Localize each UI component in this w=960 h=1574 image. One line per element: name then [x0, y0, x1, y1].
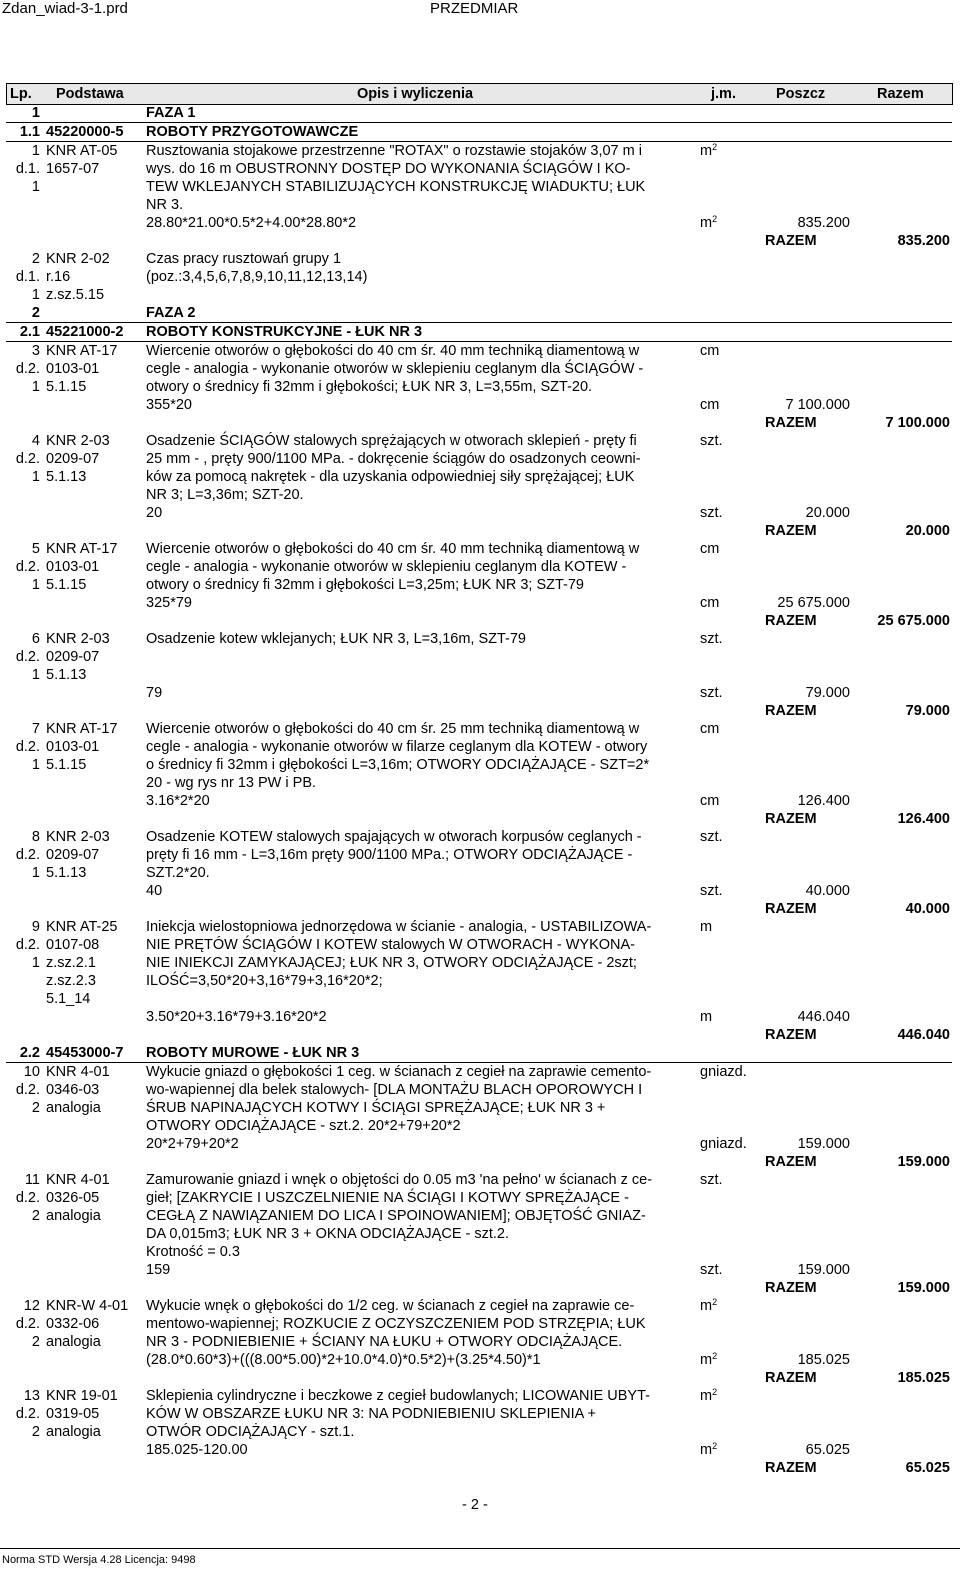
row-unit: $m^2$: [700, 214, 718, 231]
row-opis: Sklepienia cylindryczne i beczkowe z cegieł budowlanych; LICOWANIE UBYT-: [146, 1388, 650, 1404]
row-lp: 4: [31, 433, 40, 449]
row-podstawa: 5.1.13: [46, 469, 87, 485]
row-razem-label: RAZEM: [765, 415, 817, 431]
row-lp: d.2.: [15, 649, 40, 665]
row-lp: 1: [31, 179, 40, 195]
row-unit: szt.: [700, 1172, 723, 1188]
row-opis: gieł; [ZAKRYCIE I USZCZELNIENIE NA ŚCIĄGI I KOTWY SPRĘŻAJĄCE -: [146, 1190, 629, 1206]
row-podstawa: KNR 19-01: [46, 1388, 118, 1404]
row-razem-label: RAZEM: [765, 233, 817, 249]
row-lp: d.1.: [15, 161, 40, 177]
row-opis: (28.0*0.60*3)+(((8.00*5.00)*2+10.0*4.0)*0.5*2)+(3.25*4.50)*1: [146, 1352, 541, 1368]
row-opis: cegle - analogia - wykonanie otworów w sklepieniu ceglanym dla ŚCIĄGÓW -: [146, 361, 644, 377]
row-unit: $m^2$: [700, 142, 718, 159]
row-unit: szt.: [700, 433, 723, 449]
row-opis: SZT.2*20.: [146, 865, 210, 881]
row-podstawa: analogia: [46, 1334, 101, 1350]
row-lp: d.2.: [15, 739, 40, 755]
file-name: Zdan_wiad-3-1.prd: [2, 0, 128, 17]
row-podstawa: KNR 2-02: [46, 251, 110, 267]
header-razem: Razem: [877, 86, 924, 102]
row-opis: Osadzenie KOTEW stalowych spajających w otworach korpusów ceglanych -: [146, 829, 642, 845]
row-quantity: 159.000: [797, 1262, 850, 1278]
row-lp: 1: [31, 287, 40, 303]
row-opis: otwory o średnicy fi 32mm i głębokości L=3,25m; ŁUK NR 3; SZT-79: [146, 577, 584, 593]
row-podstawa: 5.1_14: [46, 991, 91, 1007]
row-opis: NR 3; L=3,36m; SZT-20.: [146, 487, 304, 503]
row-podstawa: KNR 4-01: [46, 1172, 110, 1188]
row-unit: szt.: [700, 505, 723, 521]
row-podstawa: z.sz.5.15: [46, 287, 105, 303]
row-podstawa: z.sz.2.1: [46, 955, 96, 971]
row-unit: $m^2$: [700, 1351, 718, 1368]
row-razem-value: 40.000: [905, 901, 950, 917]
row-podstawa: 0103-01: [46, 739, 100, 755]
row-opis: ków za pomocą nakrętek - dla uzyskania odpowiedniej siły sprężającej; ŁUK: [146, 469, 635, 485]
row-lp: d.2.: [15, 559, 40, 575]
row-opis: cegle - analogia - wykonanie otworów w filarze ceglanym dla KOTEW - otwory: [146, 739, 648, 755]
row-lp: 1.1: [19, 124, 40, 140]
row-opis: ŚRUB NAPINAJĄCYCH KOTWY I ŚCIĄGI SPRĘŻAJĄCE; ŁUK NR 3 +: [146, 1100, 606, 1116]
row-lp: 1: [31, 379, 40, 395]
row-quantity: 835.200: [797, 215, 850, 231]
row-podstawa: KNR-W 4-01: [46, 1298, 129, 1314]
row-opis: o średnicy fi 32mm i głębokości L=3,16m; OTWORY ODCIĄŻAJĄCE - SZT=2*: [146, 757, 650, 773]
row-opis: Wykucie gniazd o głębokości 1 ceg. w ścianach z cegieł na zaprawie cemento-: [146, 1064, 652, 1080]
row-podstawa: 45220000-5: [46, 124, 124, 140]
table-left-border: [6, 83, 7, 105]
row-unit: m: [700, 919, 713, 935]
row-razem-value: 25 675.000: [877, 613, 950, 629]
row-quantity: 20.000: [805, 505, 850, 521]
row-unit: gniazd.: [700, 1064, 747, 1080]
row-lp: 11: [24, 1172, 40, 1188]
header-lp: Lp.: [10, 86, 32, 102]
header-top-rule: [6, 83, 952, 84]
row-unit: gniazd.: [700, 1136, 747, 1152]
row-lp: d.2.: [15, 1316, 40, 1332]
row-lp: 9: [31, 919, 40, 935]
row-razem-label: RAZEM: [765, 1280, 817, 1296]
row-razem-value: 446.040: [897, 1027, 950, 1043]
row-opis: NIE INIEKCJI ZAMYKAJĄCEJ; ŁUK NR 3, OTWORY ODCIĄŻAJĄCE - 2szt;: [146, 955, 637, 971]
row-opis: NR 3 - PODNIEBIENIE + ŚCIANY NA ŁUKU + OTWORY ODCIĄŻAJĄCE.: [146, 1334, 623, 1350]
row-opis: DA 0,015m3; ŁUK NR 3 + OKNA ODCIĄŻAJĄCE - szt.2.: [146, 1226, 510, 1242]
row-lp: 2.1: [19, 324, 40, 340]
row-opis: 20: [146, 505, 163, 521]
row-quantity: 446.040: [797, 1009, 850, 1025]
row-razem-label: RAZEM: [765, 901, 817, 917]
row-unit: cm: [700, 397, 720, 413]
row-lp: 6: [31, 631, 40, 647]
row-razem-value: 79.000: [905, 703, 950, 719]
row-opis: ROBOTY PRZYGOTOWAWCZE: [146, 124, 359, 140]
row-razem-value: 159.000: [897, 1280, 950, 1296]
row-opis: wo-wapiennej dla belek stalowych- [DLA MONTAŻU BLACH OPOROWYCH I: [146, 1082, 643, 1098]
row-opis: wys. do 16 m OBUSTRONNY DOSTĘP DO WYKONANIA ŚCIĄGÓW I KO-: [146, 161, 631, 177]
row-opis: OTWÓR ODCIĄŻAJĄCY - szt.1.: [146, 1424, 355, 1440]
row-podstawa: KNR AT-17: [46, 721, 118, 737]
row-unit: szt.: [700, 829, 723, 845]
row-podstawa: 5.1.13: [46, 667, 87, 683]
row-opis: Krotność = 0.3: [146, 1244, 240, 1260]
row-opis: ROBOTY MUROWE - ŁUK NR 3: [146, 1045, 360, 1061]
row-podstawa: 0103-01: [46, 361, 100, 377]
row-opis: FAZA 2: [146, 305, 196, 321]
row-lp: d.1.: [15, 269, 40, 285]
row-podstawa: analogia: [46, 1100, 101, 1116]
row-unit: szt.: [700, 1262, 723, 1278]
row-lp: 12: [23, 1298, 40, 1314]
row-opis: pręty fi 16 mm - L=3,16m pręty 900/1100 MPa.; OTWORY ODCIĄŻAJĄCE -: [146, 847, 633, 863]
row-unit: m: [700, 1009, 713, 1025]
row-podstawa: 0107-08: [46, 937, 100, 953]
header-poszcz: Poszcz: [776, 86, 826, 102]
row-razem-label: RAZEM: [765, 1370, 817, 1386]
row-podstawa: 0326-05: [46, 1190, 100, 1206]
row-podstawa: KNR 4-01: [46, 1064, 110, 1080]
row-lp: 1: [31, 469, 40, 485]
row-lp: d.2.: [15, 451, 40, 467]
row-unit: cm: [700, 343, 720, 359]
row-quantity: 79.000: [805, 685, 850, 701]
row-podstawa: 5.1.15: [46, 379, 87, 395]
row-quantity: 7 100.000: [785, 397, 850, 413]
row-opis: 325*79: [146, 595, 192, 611]
row-opis: ILOŚĆ=3,50*20+3,16*79+3,16*20*2;: [146, 973, 383, 989]
row-podstawa: r.16: [46, 269, 71, 285]
row-quantity: 185.025: [797, 1352, 850, 1368]
header-opis: Opis i wyliczenia: [357, 86, 474, 102]
row-opis: 355*20: [146, 397, 192, 413]
row-opis: ROBOTY KONSTRUKCYJNE - ŁUK NR 3: [146, 324, 423, 340]
row-opis: 40: [146, 883, 163, 899]
row-lp: 5: [31, 541, 40, 557]
row-opis: Wiercenie otworów o głębokości do 40 cm śr. 40 mm techniką diamentową w: [146, 343, 640, 359]
row-lp: d.2.: [15, 937, 40, 953]
row-podstawa: 0209-07: [46, 847, 100, 863]
row-opis: 79: [146, 685, 163, 701]
row-lp: 2: [31, 1334, 40, 1350]
row-lp: d.2.: [15, 1082, 40, 1098]
row-quantity: 126.400: [797, 793, 850, 809]
row-podstawa: z.sz.2.3: [46, 973, 96, 989]
row-opis: KÓW W OBSZARZE ŁUKU NR 3: NA PODNIEBIENIU SKLEPIENIA +: [146, 1406, 597, 1422]
row-lp: 1: [31, 577, 40, 593]
footer-text: Norma STD Wersja 4.28 Licencja: 9498: [2, 1554, 196, 1566]
row-opis: mentowo-wapiennej; ROZKUCIE Z OCZYSZCZENIEM POD STRZĘPIA; ŁUK: [146, 1316, 646, 1332]
row-lp: 3: [31, 343, 40, 359]
row-lp: 8: [31, 829, 40, 845]
row-podstawa: 0346-03: [46, 1082, 100, 1098]
row-lp: 2: [31, 251, 40, 267]
row-unit: szt.: [700, 685, 723, 701]
row-opis: Wykucie wnęk o głębokości do 1/2 ceg. w ścianach z cegieł na zaprawie ce-: [146, 1298, 635, 1314]
row-opis: 3.50*20+3.16*79+3.16*20*2: [146, 1009, 327, 1025]
row-podstawa: 0209-07: [46, 649, 100, 665]
row-lp: 2: [31, 1100, 40, 1116]
row-podstawa: 1657-07: [46, 161, 100, 177]
row-podstawa: 5.1.13: [46, 865, 87, 881]
row-podstawa: KNR AT-17: [46, 541, 118, 557]
row-opis: 3.16*2*20: [146, 793, 210, 809]
row-opis: Czas pracy rusztowań grupy 1: [146, 251, 342, 267]
row-quantity: 159.000: [797, 1136, 850, 1152]
row-podstawa: 0209-07: [46, 451, 100, 467]
row-unit: szt.: [700, 631, 723, 647]
row-podstawa: KNR 2-03: [46, 433, 110, 449]
row-lp: d.2.: [15, 847, 40, 863]
row-lp: 1: [31, 865, 40, 881]
row-opis: NIE PRĘTÓW ŚCIĄGÓW I KOTEW stalowych W OTWORACH - WYKONA-: [146, 937, 635, 953]
row-podstawa: KNR AT-17: [46, 343, 118, 359]
row-razem-value: 20.000: [905, 523, 950, 539]
row-lp: 13: [23, 1388, 40, 1404]
row-razem-value: 126.400: [897, 811, 950, 827]
row-razem-value: 65.025: [905, 1460, 950, 1476]
row-podstawa: 0319-05: [46, 1406, 100, 1422]
row-opis: 20 - wg rys nr 13 PW i PB.: [146, 775, 317, 791]
row-podstawa: 45221000-2: [46, 324, 124, 340]
row-opis: Zamurowanie gniazd i wnęk o objętości do 0.05 m3 'na pełno' w ścianach z ce-: [146, 1172, 653, 1188]
row-opis: FAZA 1: [146, 105, 196, 121]
row-lp: 10: [23, 1064, 40, 1080]
row-podstawa: 5.1.15: [46, 757, 87, 773]
row-opis: 20*2+79+20*2: [146, 1136, 239, 1152]
row-opis: 25 mm - , pręty 900/1100 MPa. - dokręcenie ściągów do osadzonych ceowni-: [146, 451, 641, 467]
row-podstawa: KNR 2-03: [46, 829, 110, 845]
row-unit: $m^2$: [700, 1387, 718, 1404]
row-opis: TEW WKLEJANYCH STABILIZUJĄCYCH KONSTRUKCJĘ WIADUKTU; ŁUK: [146, 179, 646, 195]
row-unit: $m^2$: [700, 1441, 718, 1458]
row-razem-label: RAZEM: [765, 613, 817, 629]
row-opis: 159: [146, 1262, 171, 1278]
table-right-border: [952, 83, 953, 105]
row-unit: szt.: [700, 883, 723, 899]
row-quantity: 65.025: [805, 1442, 850, 1458]
row-razem-label: RAZEM: [765, 703, 817, 719]
row-opis: OTWORY ODCIĄŻAJĄCE - szt.2. 20*2+79+20*2: [146, 1118, 461, 1134]
row-quantity: 25 675.000: [777, 595, 850, 611]
row-razem-label: RAZEM: [765, 1027, 817, 1043]
row-opis: otwory o średnicy fi 32mm i głębokości; ŁUK NR 3, L=3,55m, SZT-20.: [146, 379, 593, 395]
row-opis: Iniekcja wielostopniowa jednorzędowa w ścianie - analogia, - USTABILIZOWA-: [146, 919, 652, 935]
row-opis: NR 3.: [146, 197, 184, 213]
row-lp: 1: [31, 143, 40, 159]
row-opis: Rusztowania stojakowe przestrzenne "ROTAX" o rozstawie stojaków 3,07 m i: [146, 143, 642, 159]
row-razem-value: 185.025: [897, 1370, 950, 1386]
row-lp: d.2.: [15, 1190, 40, 1206]
row-lp: 2: [31, 1424, 40, 1440]
footer-rule: [0, 1548, 960, 1549]
row-unit: $m^2$: [700, 1297, 718, 1314]
row-lp: d.2.: [15, 1406, 40, 1422]
row-lp: d.2.: [15, 361, 40, 377]
page-number: - 2 -: [462, 1497, 488, 1513]
row-lp: 1: [31, 105, 40, 121]
row-lp: 1: [31, 955, 40, 971]
row-unit: cm: [700, 595, 720, 611]
row-podstawa: 0103-01: [46, 559, 100, 575]
row-podstawa: KNR 2-03: [46, 631, 110, 647]
row-opis: (poz.:3,4,5,6,7,8,9,10,11,12,13,14): [146, 269, 368, 285]
row-lp: 1: [31, 757, 40, 773]
row-podstawa: analogia: [46, 1424, 101, 1440]
row-opis: Wiercenie otworów o głębokości do 40 cm śr. 40 mm techniką diamentową w: [146, 541, 640, 557]
row-podstawa: KNR AT-05: [46, 143, 118, 159]
row-opis: Wiercenie otworów o głębokości do 40 cm śr. 25 mm techniką diamentową w: [146, 721, 640, 737]
row-razem-label: RAZEM: [765, 1154, 817, 1170]
row-opis: CEGŁĄ Z NAWIĄZANIEM DO LICA I SPOINOWANIEM]; OBJĘTOŚĆ GNIAZ-: [146, 1208, 646, 1224]
row-opis: cegle - analogia - wykonanie otworów w sklepieniu ceglanym dla KOTEW -: [146, 559, 627, 575]
row-unit: cm: [700, 721, 720, 737]
row-podstawa: analogia: [46, 1208, 101, 1224]
row-lp: 2: [31, 305, 40, 321]
row-lp: 1: [31, 667, 40, 683]
row-lp: 2: [31, 1208, 40, 1224]
row-opis: 185.025-120.00: [146, 1442, 248, 1458]
row-podstawa: 45453000-7: [46, 1045, 124, 1061]
row-podstawa: 5.1.15: [46, 577, 87, 593]
row-razem-value: 7 100.000: [885, 415, 950, 431]
row-razem-value: 835.200: [897, 233, 950, 249]
row-unit: cm: [700, 541, 720, 557]
row-quantity: 40.000: [805, 883, 850, 899]
row-opis: 28.80*21.00*0.5*2+4.00*28.80*2: [146, 215, 357, 231]
row-razem-label: RAZEM: [765, 523, 817, 539]
row-razem-label: RAZEM: [765, 811, 817, 827]
row-opis: Osadzenie ŚCIĄGÓW stalowych sprężających w otworach sklepień - pręty fi: [146, 433, 637, 449]
header-jm: j.m.: [711, 86, 736, 102]
row-opis: Osadzenie kotew wklejanych; ŁUK NR 3, L=3,16m, SZT-79: [146, 631, 526, 647]
document-title: PRZEDMIAR: [430, 0, 519, 17]
row-podstawa: KNR AT-25: [46, 919, 118, 935]
row-razem-value: 159.000: [897, 1154, 950, 1170]
row-lp: 2.2: [19, 1045, 40, 1061]
row-razem-label: RAZEM: [765, 1460, 817, 1476]
row-podstawa: 0332-06: [46, 1316, 100, 1332]
row-lp: 7: [31, 721, 40, 737]
header-podstawa: Podstawa: [56, 86, 124, 102]
row-unit: cm: [700, 793, 720, 809]
